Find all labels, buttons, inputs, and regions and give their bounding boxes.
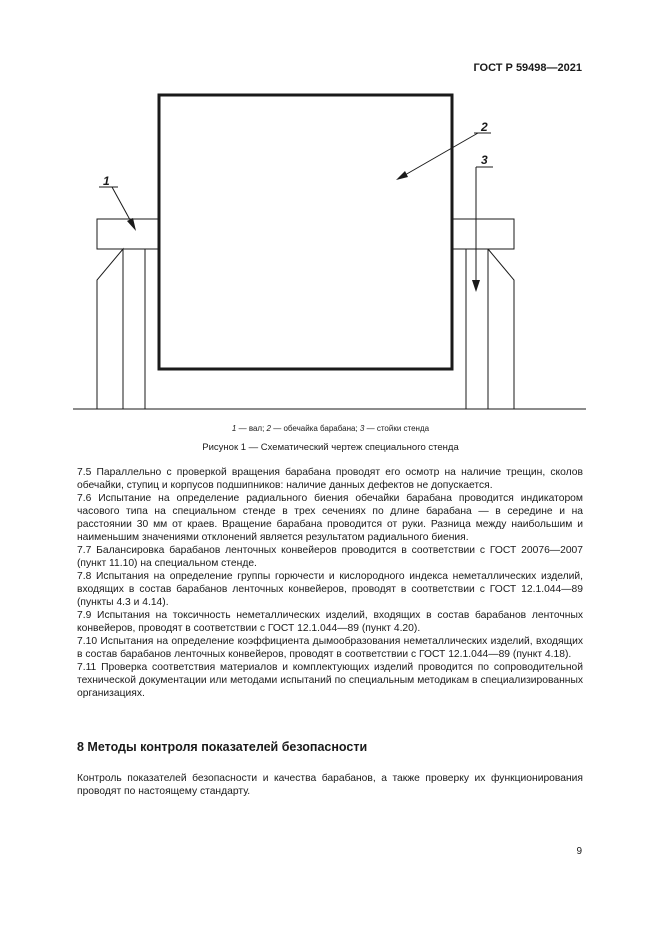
paragraph-7-6: 7.6 Испытание на определение радиального биения обечайки барабана проводится индикатором часового типа на специальном стенде в трех сечениях по длине барабана — в середине и на расстоянии 30 мм от краев. Вращение барабана проводится от руки. Разница между наибольшим и наименьшим значениями отклонений является результатом радиального биения.: [77, 493, 583, 543]
left-shaft: [97, 219, 159, 249]
paragraph-7-9: 7.9 Испытания на токсичность неметаллических изделий, входящих в состав барабанов ленточных конвейеров, проводят в соответствии с ГОСТ 12.1.044—89 (пункт 4.20).: [77, 610, 583, 634]
section-text: [77, 762, 583, 809]
left-stand: [97, 249, 123, 409]
paragraph-7-7: 7.7 Балансировка барабанов ленточных конвейеров проводится в соответствии с ГОСТ 20076—2007 (пункт 11.10) на специальном стенде.: [77, 545, 583, 569]
section-title: 8 Методы контроля показателей безопасности: [77, 740, 368, 754]
figure-legend: 1 — вал; 2 — обечайка барабана; 3 — стойки стенда: [231, 424, 430, 433]
page-number: 9: [576, 846, 582, 857]
drum-shell: [159, 95, 452, 369]
figure-label-1: 1: [103, 174, 110, 188]
paragraph-7-5: 7.5 Параллельно с проверкой вращения барабана проводят его осмотр на наличие трещин, сколов обечайки, ступиц и корпусов подшипников: наличие данных дефектов не допускается.: [77, 467, 583, 491]
paragraph-7-8: 7.8 Испытания на определение группы горючести и кислородного индекса неметаллических изделий, входящих в состав барабанов ленточных конвейеров, проводят в соответствии с ГОСТ 12.1.044—89 (пункты 4.3 и 4.14).: [77, 571, 583, 608]
section-paragraph: Контроль показателей безопасности и качества барабанов, а также проверку их функционирования проводят по настоящему стандарту.: [77, 773, 583, 798]
right-shaft: [452, 219, 514, 249]
stand-schematic-drawing: [0, 0, 661, 420]
figure-label-3: 3: [481, 153, 488, 167]
document-standard-number: ГОСТ Р 59498—2021: [473, 62, 582, 74]
figure-caption: Рисунок 1 — Схематический чертеж специального стенда: [202, 442, 459, 453]
document-body: [77, 466, 583, 700]
paragraph-7-11: 7.11 Проверка соответствия материалов и комплектующих изделий проводится по сопроводительной технической документации или методами испытаний по специальным методикам в специализированных организациях.: [77, 662, 583, 699]
right-stand: [466, 249, 488, 409]
paragraph-7-10: 7.10 Испытания на определение коэффициента дымообразования неметаллических изделий, входящих в состав барабанов ленточных конвейеров, проводят в соответствии с ГОСТ 12.1.044—89 (пункт 4.18).: [77, 636, 583, 660]
figure-label-2: 2: [481, 120, 488, 134]
